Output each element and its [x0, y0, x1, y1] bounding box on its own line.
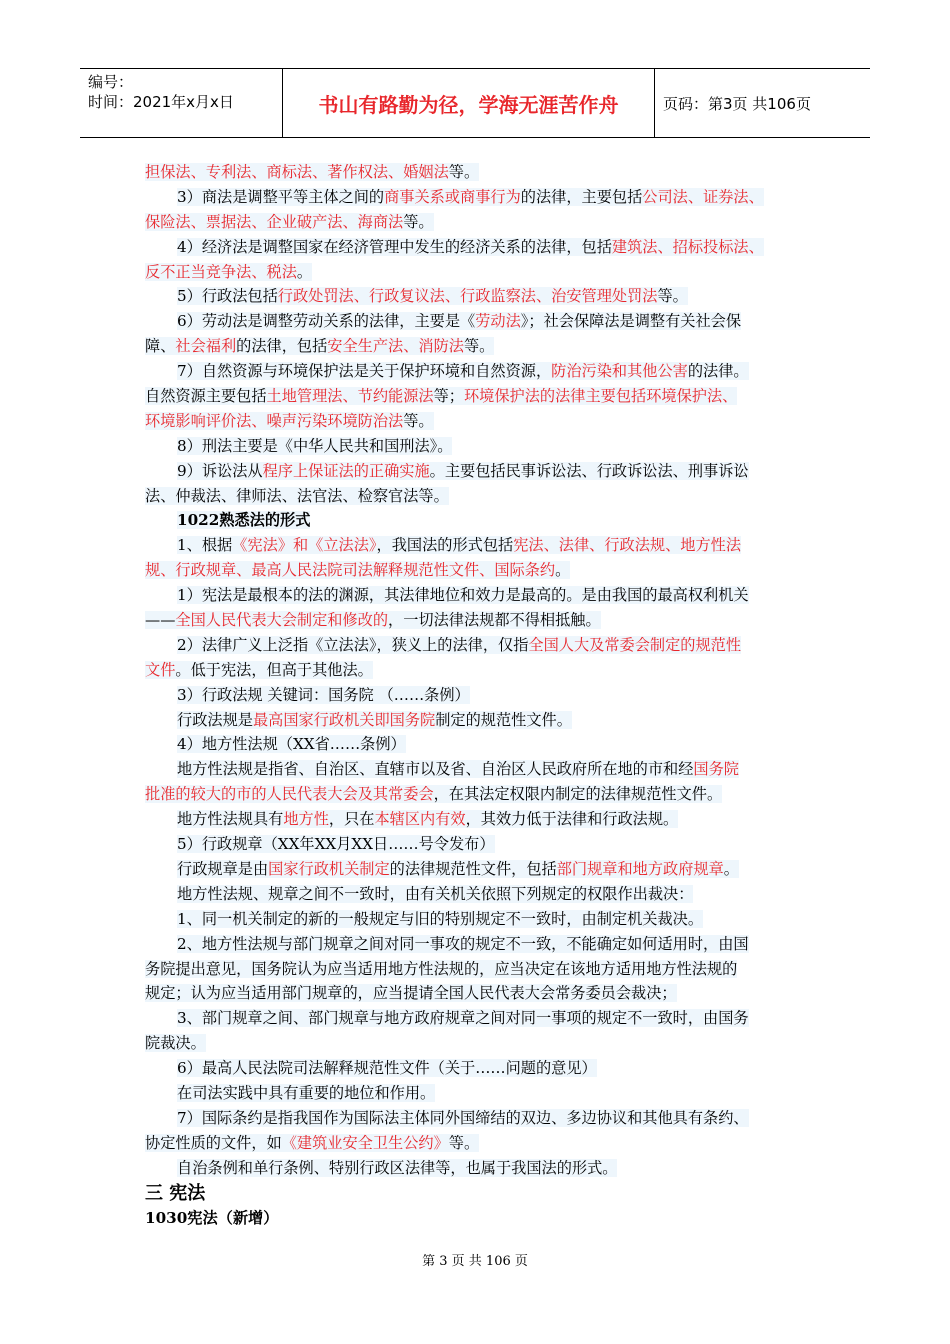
text-line [145, 260, 825, 285]
text-segment: 。 [555, 561, 571, 580]
text-line [145, 583, 825, 608]
text-segment: 障、 [145, 337, 176, 356]
text-line [145, 757, 825, 782]
highlighted-text: 保险法、票据法、企业破产法、海商法 [145, 212, 404, 231]
text-segment: 地方性法规具有 [177, 810, 284, 829]
text-line [145, 384, 825, 409]
text-line [145, 683, 825, 708]
text-line [145, 633, 825, 658]
highlighted-text: 行政处罚法、行政复议法、行政监察法、治安管理处罚法 [277, 287, 658, 306]
text-line [145, 708, 825, 733]
text-line [145, 235, 825, 260]
highlighted-text: 最高国家行政机关即国务院 [252, 710, 436, 729]
text-segment: 等。 [448, 163, 480, 181]
highlighted-text: 地方性 [283, 810, 329, 829]
text-segment: 1、同一机关制定的新的一般规定与旧的特别规定不一致时，由制定机关裁决。 [177, 909, 704, 928]
text-segment: 的法律，包括 [236, 337, 328, 356]
text-segment: 行政规章是由 [177, 859, 269, 878]
highlighted-text: 国家行政机关制定 [268, 859, 390, 878]
text-line [145, 185, 825, 210]
highlighted-text: 商事关系或商事行为 [384, 187, 521, 206]
text-line [145, 284, 825, 309]
text-line [145, 533, 825, 558]
text-segment: 3）行政法规 关键词：国务院 （……条例） [177, 685, 470, 704]
text-segment: 等； [433, 387, 464, 406]
text-segment: 1、根据 [177, 536, 233, 555]
header-meta [80, 69, 283, 137]
text-line [145, 807, 825, 832]
text-segment: 8）刑法主要是《中华人民共和国刑法》。 [177, 436, 453, 455]
text-segment: 等。 [657, 287, 688, 306]
text-segment: 等。 [448, 1133, 480, 1152]
text-segment: 7）国际条约是指我国作为国际法主体同外国缔结的双边、多边协议和其他具有条约、 [177, 1108, 749, 1127]
text-line [145, 1031, 825, 1056]
text-segment: 6）最高人民法院司法解释规范性文件（关于……问题的意见） [177, 1059, 597, 1078]
text-line [145, 210, 825, 235]
text-segment: ，只在 [328, 810, 375, 829]
highlighted-text: 全国人民代表大会制定和修改的 [175, 611, 388, 630]
text-segment: 3、部门规章之间、部门规章与地方政府规章之间对同一事项的规定不一致时，由国务 [177, 1009, 749, 1028]
highlighted-text: 防治污染和其他公害 [551, 362, 688, 381]
text-line [145, 359, 825, 384]
text-line [145, 334, 825, 359]
text-segment: 7）自然资源与环境保护法是关于保护环境和自然资源， [177, 362, 552, 381]
highlighted-text: 《宪法》和《立法法》 [232, 536, 377, 555]
text-segment: 自治条例和单行条例、特别行政区法律等，也属于我国法的形式。 [177, 1158, 618, 1177]
text-segment: 的法律规范性文件，包括 [389, 859, 557, 878]
text-line [145, 508, 825, 533]
text-segment: 9）诉讼法从 [177, 461, 263, 480]
text-segment: 1022熟悉法的形式 [177, 511, 311, 530]
text-segment: ，在其法定权限内制定的法律规范性文件。 [433, 785, 723, 804]
highlighted-text: 环境保护法的法律主要包括环境保护法、 [463, 387, 738, 406]
text-segment: 务院提出意见，国务院认为应当适用地方性法规的，应当决定在该地方适用地方性法规的 [145, 959, 738, 978]
highlighted-text: 《建筑业安全卫生公约》 [281, 1133, 449, 1152]
highlighted-text: 环境影响评价法、噪声污染环境防治法 [145, 411, 404, 430]
number-label: 编号： [88, 73, 134, 91]
text-line [145, 1131, 825, 1156]
text-segment: 6）劳动法是调整劳动关系的法律，主要是《 [177, 312, 476, 331]
text-segment: 法、仲裁法、律师法、法官法、检察官法等。 [145, 486, 449, 505]
text-segment: 制定的规范性文件。 [435, 710, 572, 729]
highlighted-text: 劳动法 [475, 312, 521, 331]
text-segment: 等。 [403, 411, 434, 430]
text-line [145, 459, 825, 484]
header-motto: 书山有路勤为径，学海无涯苦作舟 [283, 69, 655, 137]
text-line [145, 857, 825, 882]
text-line [145, 932, 825, 957]
text-segment: 4）地方性法规（XX省……条例） [177, 735, 406, 754]
paragraph-lines [145, 160, 825, 1181]
text-line [145, 981, 825, 1006]
text-line [145, 832, 825, 857]
highlighted-text: 社会福利 [175, 337, 237, 356]
text-segment: 》；社会保障法是调整有关社会保 [520, 312, 742, 331]
highlighted-text: 宪法、法律、行政法规、地方性法 [513, 536, 742, 555]
highlighted-text: 规、行政规章、最高人民法院司法解释规范性文件、国际条约 [145, 561, 556, 580]
text-line [145, 1056, 825, 1081]
text-segment: 1）宪法是最根本的法的渊源，其法律地位和效力是最高的。是由我国的最高权利机关 [177, 586, 749, 605]
page-header [80, 68, 870, 138]
text-line [145, 1006, 825, 1031]
text-segment: 3）商法是调整平等主体之间的 [177, 187, 385, 206]
text-segment: 地方性法规、规章之间不一致时，由有关机关依照下列规定的权限作出裁决： [177, 884, 694, 903]
highlighted-text: 公司法、证券法、 [642, 187, 764, 206]
text-segment: 等。 [403, 212, 434, 231]
highlighted-text: 本辖区内有效 [374, 810, 466, 829]
text-segment: 自然资源主要包括 [145, 387, 267, 406]
text-segment: 4）经济法是调整国家在经济管理中发生的经济关系的法律，包括 [177, 237, 612, 256]
highlighted-text: 全国人大及常委会制定的规范性 [528, 635, 742, 654]
text-line [145, 409, 825, 434]
highlighted-text: 土地管理法、节约能源法 [266, 387, 434, 406]
text-line [145, 484, 825, 509]
text-line [145, 434, 825, 459]
text-line [145, 907, 825, 932]
text-line [145, 608, 825, 633]
text-segment: —— [145, 611, 176, 630]
text-segment: 。主要包括民事诉讼法、行政诉讼法、刑事诉讼 [429, 461, 749, 480]
document-body [145, 160, 825, 1230]
text-line [145, 658, 825, 683]
section-title: 三 宪法 [145, 1182, 206, 1204]
time-label: 时间：2021年x月x日 [88, 93, 234, 111]
highlighted-text: 担保法、专利法、商标法、著作权法、婚姻法 [145, 163, 449, 181]
highlighted-text: 反不正当竞争法、税法 [145, 262, 297, 281]
highlighted-text: 批准的较大的市的人民代表大会及其常委会 [145, 785, 434, 804]
text-line [145, 160, 825, 185]
highlighted-text: 国务院 [693, 760, 739, 779]
highlighted-text: 程序上保证法的正确实施 [262, 461, 430, 480]
text-line [145, 957, 825, 982]
text-line [145, 1106, 825, 1131]
text-segment: 等。 [463, 337, 495, 356]
text-segment: 5）行政法包括 [177, 287, 278, 306]
highlighted-text: 建筑法、招标投标法、 [611, 237, 764, 256]
text-segment: 。 [723, 859, 739, 878]
text-segment: 。 [296, 262, 313, 281]
text-line [145, 732, 825, 757]
text-segment: 协定性质的文件，如 [145, 1133, 282, 1152]
text-segment: ，其效力低于法律和行政法规。 [465, 810, 679, 829]
text-segment: 规定；认为应当适用部门规章的，应当提请全国人民代表大会常务委员会裁决； [145, 984, 677, 1003]
text-segment: 地方性法规是指省、自治区、直辖市以及省、自治区人民政府所在地的市和经 [177, 760, 694, 779]
subsection-title: 1030宪法（新增） [145, 1208, 279, 1227]
highlighted-text: 文件 [145, 660, 176, 679]
text-segment: ，一切法律法规都不得相抵触。 [388, 611, 601, 630]
text-line [145, 1156, 825, 1181]
highlighted-text: 部门规章和地方政府规章 [556, 859, 724, 878]
text-line [145, 309, 825, 334]
text-segment: 5）行政规章（XX年XX月XX日……号令发布） [177, 835, 495, 854]
page-footer: 第 3 页 共 106 页 [422, 1254, 528, 1269]
text-line [145, 558, 825, 583]
text-segment: 。低于宪法，但高于其他法。 [175, 660, 373, 679]
text-segment: 在司法实践中具有重要的地位和作用。 [177, 1083, 436, 1102]
header-page-info: 页码：第3页 共106页 [663, 94, 811, 113]
text-line [145, 882, 825, 907]
text-segment: 行政法规是 [177, 710, 253, 729]
text-line [145, 782, 825, 807]
highlighted-text: 安全生产法、消防法 [327, 337, 464, 356]
text-segment: 2、地方性法规与部门规章之间对同一事攻的规定不一致，不能确定如何适用时，由国 [177, 934, 749, 953]
text-segment: ，我国法的形式包括 [376, 536, 514, 555]
text-segment: 的法律，主要包括 [520, 187, 643, 206]
text-segment: 2）法律广义上泛指《立法法》，狭义上的法律，仅指 [177, 635, 529, 654]
text-segment: 的法律。 [687, 362, 749, 381]
text-line [145, 1081, 825, 1106]
text-segment: 院裁决。 [145, 1034, 206, 1053]
